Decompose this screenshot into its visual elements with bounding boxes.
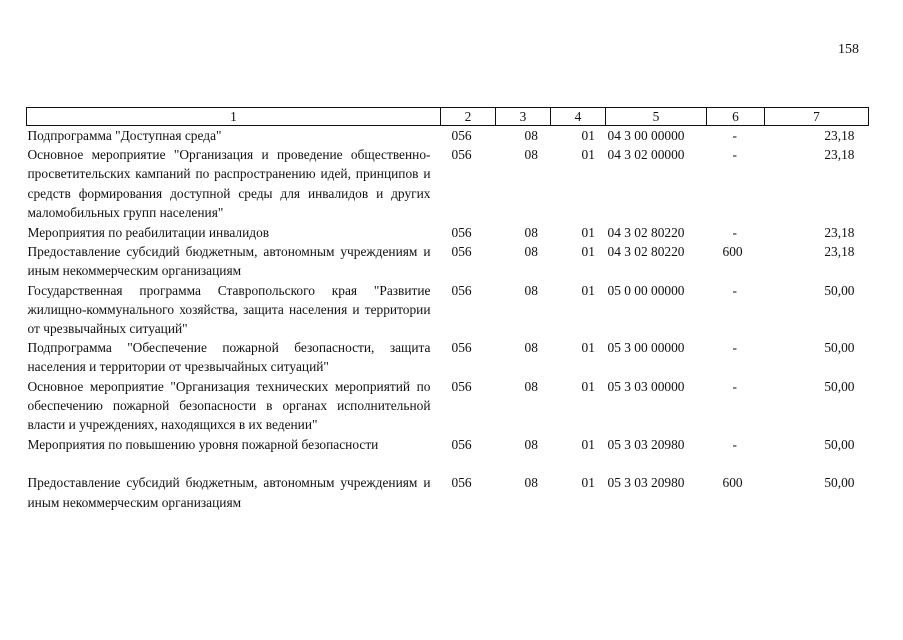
- row-subsection: 01: [581, 147, 595, 163]
- table-row: [27, 242, 869, 280]
- row-name: Подпрограмма "Доступная среда": [27, 128, 222, 143]
- row-expense-type: -: [732, 282, 737, 298]
- header-row: [27, 108, 869, 126]
- header-col-6: 6: [707, 108, 765, 126]
- table-body: [27, 126, 869, 512]
- row-amount: 50,00: [824, 340, 855, 356]
- row-name: Государственная программа Ставропольского края "Развитие жилищно-коммунального хозяйства, защита населения и территории от чрезвычайных ситуаций": [27, 282, 431, 337]
- row-ministry: 056: [451, 147, 472, 163]
- row-ministry: 056: [451, 225, 472, 241]
- row-target: 05 3 03 20980: [607, 475, 685, 491]
- row-section: 08: [524, 244, 538, 260]
- row-target: 05 3 00 00000: [607, 340, 685, 356]
- row-name: Подпрограмма "Обеспечение пожарной безопасности, защита населения и территории от чрезвычайных ситуаций": [27, 340, 431, 375]
- row-section: 08: [524, 475, 538, 491]
- row-target: 04 3 02 00000: [607, 147, 685, 163]
- table-row: [27, 281, 869, 339]
- header-col-1: 1: [27, 108, 441, 126]
- row-ministry: 056: [451, 128, 472, 143]
- row-target: 04 3 00 00000: [607, 128, 685, 143]
- row-section: 08: [524, 147, 538, 163]
- row-expense-type: 600: [722, 475, 743, 491]
- row-expense-type: -: [732, 147, 737, 163]
- row-name: Основное мероприятие "Организация технических мероприятий по обеспечению пожарной безопасности в органах исполнительной власти и учреждениях, находящихся в их ведении": [27, 378, 431, 433]
- row-ministry: 056: [451, 282, 472, 298]
- row-target: 05 0 00 00000: [607, 282, 685, 298]
- row-name: Мероприятия по повышению уровня пожарной безопасности: [27, 437, 379, 453]
- header-col-7: 7: [765, 108, 869, 126]
- table-row: [27, 222, 869, 242]
- row-amount: 23,18: [824, 225, 855, 241]
- row-subsection: 01: [581, 378, 595, 394]
- row-subsection: 01: [581, 475, 595, 491]
- table-row: [27, 454, 869, 511]
- row-name: Предоставление субсидий бюджетным, автономным учреждениям и иным некоммерческим организациям: [27, 475, 431, 510]
- row-expense-type: -: [732, 225, 737, 241]
- table-row: [27, 126, 869, 146]
- row-amount: 50,00: [824, 282, 855, 298]
- row-expense-type: -: [732, 340, 737, 356]
- row-amount: 50,00: [824, 378, 855, 394]
- row-ministry: 056: [451, 437, 472, 453]
- row-amount: 23,18: [824, 244, 855, 260]
- table-row: [27, 338, 869, 376]
- row-ministry: 056: [451, 475, 472, 491]
- header-col-5: 5: [606, 108, 707, 126]
- budget-table: [26, 107, 869, 512]
- row-subsection: 01: [581, 340, 595, 356]
- table-row: [27, 377, 869, 435]
- header-col-4: 4: [551, 108, 606, 126]
- row-target: 05 3 03 00000: [607, 378, 685, 394]
- row-name: Предоставление субсидий бюджетным, автономным учреждениям и иным некоммерческим организациям: [27, 244, 431, 279]
- table-header: [27, 108, 869, 126]
- row-section: 08: [524, 340, 538, 356]
- row-target: 04 3 02 80220: [607, 244, 685, 260]
- row-subsection: 01: [581, 225, 595, 241]
- row-amount: 23,18: [824, 147, 855, 163]
- row-subsection: 01: [581, 437, 595, 453]
- row-amount: 50,00: [824, 475, 855, 491]
- row-expense-type: 600: [722, 244, 743, 260]
- row-target: 04 3 02 80220: [607, 225, 685, 241]
- row-expense-type: -: [732, 128, 737, 143]
- row-section: 08: [524, 378, 538, 394]
- header-col-2: 2: [441, 108, 496, 126]
- row-expense-type: -: [732, 437, 737, 453]
- row-amount: 50,00: [824, 437, 855, 453]
- row-section: 08: [524, 437, 538, 453]
- table-row: [27, 434, 869, 454]
- row-expense-type: -: [732, 378, 737, 394]
- row-target: 05 3 03 20980: [607, 437, 685, 453]
- row-subsection: 01: [581, 244, 595, 260]
- header-col-3: 3: [496, 108, 551, 126]
- row-subsection: 01: [581, 282, 595, 298]
- row-ministry: 056: [451, 340, 472, 356]
- row-subsection: 01: [581, 128, 595, 143]
- row-section: 08: [524, 282, 538, 298]
- row-amount: 23,18: [824, 128, 855, 143]
- row-ministry: 056: [451, 244, 472, 260]
- table-row: [27, 145, 869, 222]
- row-name: Мероприятия по реабилитации инвалидов: [27, 225, 270, 241]
- row-section: 08: [524, 225, 538, 241]
- row-section: 08: [524, 128, 538, 143]
- page-number: 158: [838, 42, 859, 57]
- row-name: Основное мероприятие "Организация и проведение общественно-просветительских кампаний по распространению идей, принципов и средств формирования доступной среды для инвалидов и других маломобильных групп населения": [27, 147, 431, 220]
- row-ministry: 056: [451, 378, 472, 394]
